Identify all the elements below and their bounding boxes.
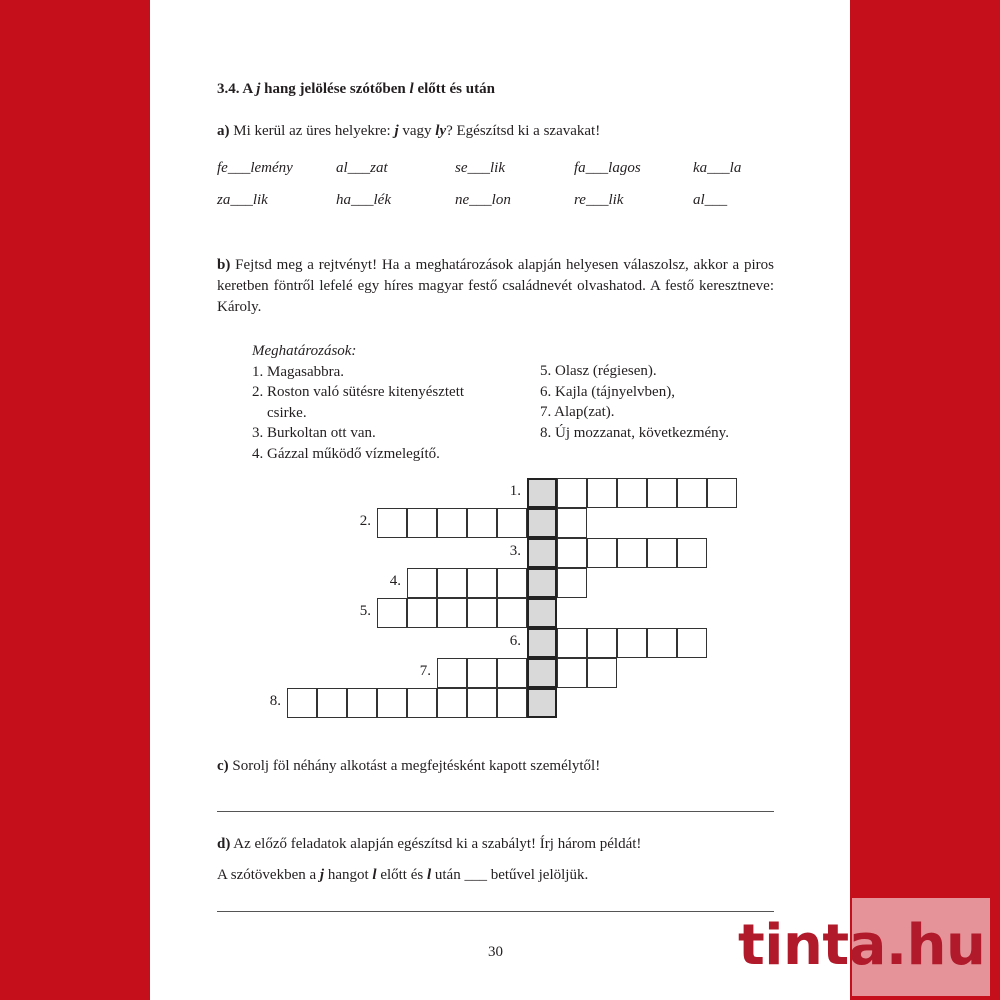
definition-6: 6. Kajla (tájnyelvben), bbox=[540, 383, 675, 400]
crossword-cell[interactable] bbox=[377, 688, 407, 718]
crossword-cell[interactable] bbox=[587, 658, 617, 688]
crossword-cell[interactable] bbox=[587, 478, 617, 508]
crossword-cell[interactable] bbox=[677, 628, 707, 658]
section-title: 3.4. A j hang jelölése szótőben l előtt és után bbox=[217, 81, 495, 97]
crossword-key-cell[interactable] bbox=[527, 508, 557, 538]
crossword-cell[interactable] bbox=[617, 478, 647, 508]
crossword-cell[interactable] bbox=[287, 688, 317, 718]
crossword-cell[interactable] bbox=[617, 538, 647, 568]
crossword-cell[interactable] bbox=[407, 508, 437, 538]
fill-word: al___ bbox=[693, 192, 728, 208]
crossword-cell[interactable] bbox=[497, 688, 527, 718]
crossword-cell[interactable] bbox=[557, 658, 587, 688]
crossword-cell[interactable] bbox=[467, 508, 497, 538]
crossword-cell[interactable] bbox=[647, 628, 677, 658]
crossword-cell[interactable] bbox=[587, 628, 617, 658]
crossword-cell[interactable] bbox=[347, 688, 377, 718]
definition-1: 1. Magasabbra. bbox=[252, 363, 345, 380]
crossword-cell[interactable] bbox=[497, 508, 527, 538]
crossword-cell[interactable] bbox=[467, 688, 497, 718]
crossword-cell[interactable] bbox=[557, 508, 587, 538]
crossword-cell[interactable] bbox=[467, 598, 497, 628]
definitions-right bbox=[540, 361, 729, 443]
crossword-cell[interactable] bbox=[497, 598, 527, 628]
crossword-key-cell[interactable] bbox=[527, 598, 557, 628]
page-number: 30 bbox=[488, 944, 503, 960]
crossword-cell[interactable] bbox=[677, 538, 707, 568]
crossword-row-label: 2. bbox=[359, 513, 371, 529]
fill-word: ne___lon bbox=[455, 192, 511, 208]
fill-word: ha___lék bbox=[336, 192, 391, 208]
definition-4: 4. Gázzal működő vízmelegítő. bbox=[252, 445, 440, 462]
crossword-cell[interactable] bbox=[707, 478, 737, 508]
task-a-instruction: a) Mi kerül az üres helyekre: j vagy ly? Egészítsd ki a szavakat! bbox=[217, 123, 601, 139]
definition-5: 5. Olasz (régiesen). bbox=[540, 363, 657, 379]
crossword-row-label: 6. bbox=[509, 633, 521, 649]
fill-word: fa___lagos bbox=[574, 160, 641, 176]
fill-word: al___zat bbox=[336, 160, 388, 176]
crossword-cell[interactable] bbox=[587, 538, 617, 568]
crossword-cell[interactable] bbox=[677, 478, 707, 508]
crossword-cell[interactable] bbox=[467, 658, 497, 688]
task-d-instruction: d) Az előző feladatok alapján egészítsd ki a szabályt! Írj három példát! bbox=[217, 836, 642, 852]
crossword-cell[interactable] bbox=[467, 568, 497, 598]
fill-word: re___lik bbox=[574, 192, 624, 208]
rule-sentence: A szótövekben a j hangot l előtt és l után ___ betűvel jelöljük. bbox=[217, 867, 589, 883]
task-b-instruction: b) Fejtsd meg a rejtvényt! Ha a meghatározások alapján helyesen válaszolsz, akkor a piros keretben föntről lefelé egy híres magyar festő családnevét olvashatod. A festő keresztneve: Károly. bbox=[217, 257, 774, 315]
crossword-cell[interactable] bbox=[497, 658, 527, 688]
crossword-key-cell[interactable] bbox=[527, 478, 557, 508]
crossword-key-cell[interactable] bbox=[527, 568, 557, 598]
crossword-cell[interactable] bbox=[557, 478, 587, 508]
crossword-cell[interactable] bbox=[407, 598, 437, 628]
crossword-row-label: 4. bbox=[389, 573, 401, 589]
crossword-row-label: 7. bbox=[419, 663, 431, 679]
crossword-row-label: 3. bbox=[509, 543, 521, 559]
fill-word: fe___lemény bbox=[217, 160, 293, 176]
definitions-left bbox=[252, 341, 464, 464]
crossword-row-label: 8. bbox=[269, 693, 281, 709]
answer-line-c[interactable] bbox=[217, 811, 774, 812]
fill-word: ka___la bbox=[693, 160, 742, 176]
crossword-cell[interactable] bbox=[437, 598, 467, 628]
crossword-cell[interactable] bbox=[437, 658, 467, 688]
crossword-cell[interactable] bbox=[407, 688, 437, 718]
crossword-cell[interactable] bbox=[377, 598, 407, 628]
crossword-key-cell[interactable] bbox=[527, 628, 557, 658]
crossword-cell[interactable] bbox=[557, 538, 587, 568]
crossword-cell[interactable] bbox=[407, 568, 437, 598]
crossword-key-cell[interactable] bbox=[527, 688, 557, 718]
crossword-cell[interactable] bbox=[437, 568, 467, 598]
crossword-row-label: 5. bbox=[359, 603, 371, 619]
task-c-instruction: c) Sorolj föl néhány alkotást a megfejtésként kapott személytől! bbox=[217, 758, 601, 774]
crossword-key-cell[interactable] bbox=[527, 658, 557, 688]
definition-7: 7. Alap(zat). bbox=[540, 404, 615, 420]
fill-word: se___lik bbox=[455, 160, 505, 176]
definition-3: 3. Burkoltan ott van. bbox=[252, 425, 376, 441]
crossword-cell[interactable] bbox=[317, 688, 347, 718]
crossword-row-label: 1. bbox=[509, 483, 521, 499]
crossword-cell[interactable] bbox=[557, 568, 587, 598]
crossword-key-cell[interactable] bbox=[527, 538, 557, 568]
definition-2-cont: csirke. bbox=[267, 404, 307, 421]
crossword-cell[interactable] bbox=[647, 478, 677, 508]
definitions-heading: Meghatározások: bbox=[252, 343, 357, 359]
crossword-cell[interactable] bbox=[647, 538, 677, 568]
watermark-logo: tinta.hu bbox=[738, 913, 986, 978]
crossword-cell[interactable] bbox=[497, 568, 527, 598]
answer-line-d[interactable] bbox=[217, 911, 774, 912]
crossword-cell[interactable] bbox=[617, 628, 647, 658]
definition-8: 8. Új mozzanat, következmény. bbox=[540, 424, 729, 441]
crossword-cell[interactable] bbox=[377, 508, 407, 538]
fill-word: za___lik bbox=[217, 192, 268, 208]
crossword-cell[interactable] bbox=[557, 628, 587, 658]
crossword-cell[interactable] bbox=[437, 508, 467, 538]
definition-2: 2. Roston való sütésre kitenyésztett bbox=[252, 384, 465, 400]
crossword-cell[interactable] bbox=[437, 688, 467, 718]
